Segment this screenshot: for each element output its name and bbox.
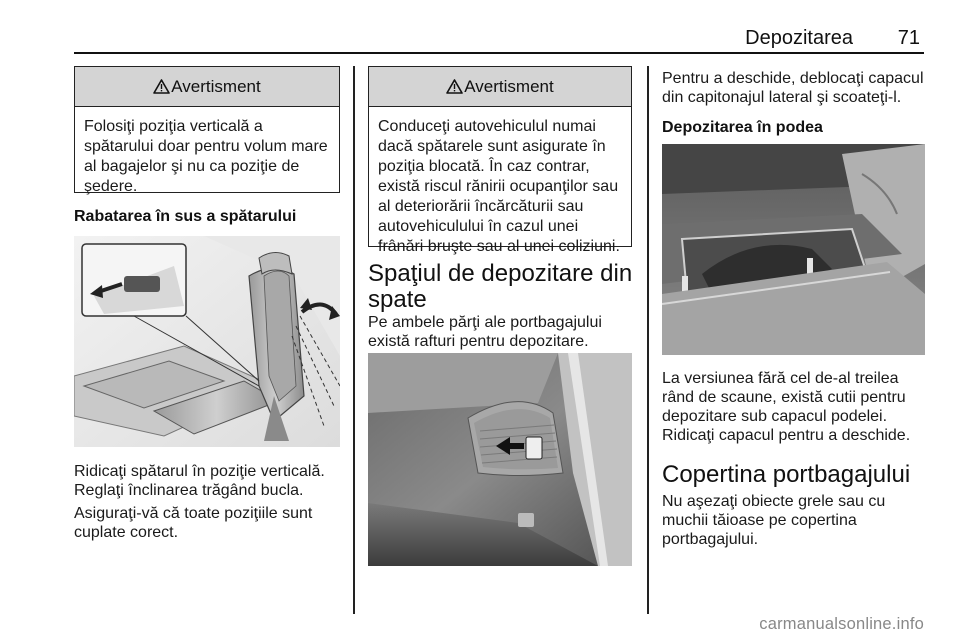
chapter-title: Depozitarea	[745, 27, 853, 49]
photo-side-storage	[368, 353, 632, 566]
warning-body: Folosiţi poziţia verticală a spătarului doar pentru volum mare al bagajelor şi nu ca poziţie de şedere.	[84, 118, 328, 195]
column-divider	[353, 66, 355, 614]
section-title-rear-storage: Spaţiul de depozitare din spate	[368, 260, 633, 313]
warning-box	[368, 66, 632, 255]
warning-triangle-icon	[153, 79, 170, 94]
header-rule	[74, 52, 924, 54]
warning-header	[369, 67, 631, 107]
watermark: carmanualsonline.info	[759, 615, 924, 633]
photo-floor-storage	[662, 144, 925, 355]
warning-title: Avertisment	[464, 76, 554, 96]
subheading-backrest: Rabatarea în sus a spătarului	[74, 208, 297, 225]
subheading-floor-storage: Depozitarea în podea	[662, 119, 823, 136]
illustration-seat	[74, 236, 340, 447]
warning-title: Avertisment	[171, 76, 261, 96]
column-divider	[647, 66, 649, 614]
warning-box	[74, 66, 340, 193]
paragraph-open-instructions: Pentru a deschide, deblocaţi capacul din capitonajul lateral şi scoateţi-l.	[662, 70, 924, 106]
paragraph-raise-backrest: Ridicaţi spătarul în poziţie verticală. Reglaţi înclinarea trăgând bucla.	[74, 463, 325, 499]
warning-header	[75, 67, 339, 107]
page-number: 71	[897, 27, 920, 49]
paragraph-floor-boxes: La versiunea fără cel de-al treilea rând de scaune, există cutii pentru depozitare sub capacul podelei. Ridicaţi capacul pentru a deschide.	[662, 370, 911, 444]
paragraph-cargo-cover: Nu aşezaţi obiecte grele sau cu muchii tăioase pe copertina portbagajului.	[662, 493, 886, 548]
section-title-cargo-cover: Copertina portbagajului	[662, 461, 911, 488]
paragraph-check-positions: Asiguraţi-vă că toate poziţiile sunt cuplate corect.	[74, 505, 313, 541]
warning-triangle-icon	[446, 79, 463, 94]
warning-body: Conduceţi autovehiculul numai dacă spătarele sunt asigurate în poziţia blocată. În caz contrar, există riscul rănirii ocupanţilor sau al deteriorării încărcăturii sau autovehiculului în cazul unei frânări bruşte sau al unei coliziuni.	[378, 118, 620, 255]
paragraph-rear-storage: Pe ambele părţi ale portbagajului există rafturi pentru depozitare.	[368, 314, 602, 350]
